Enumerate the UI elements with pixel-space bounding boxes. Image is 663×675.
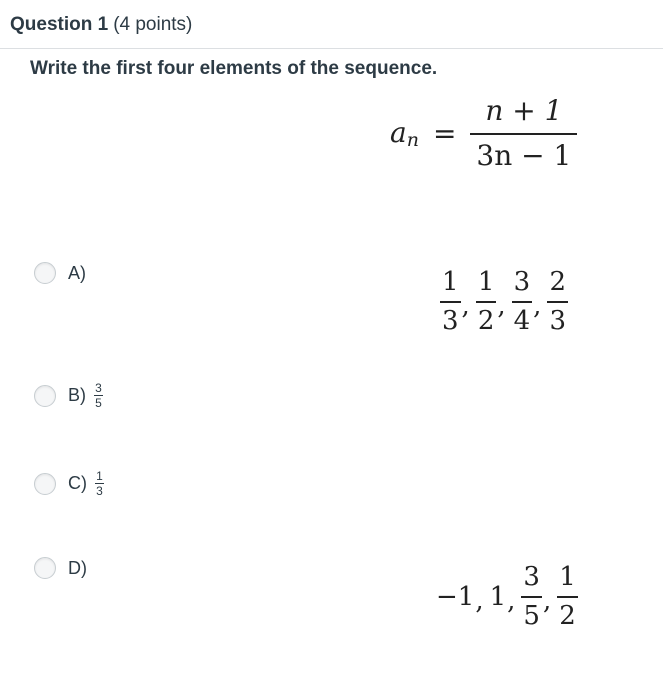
answer-comma: , xyxy=(542,585,552,616)
question-prompt: Write the first four elements of the sequence. xyxy=(30,58,438,79)
option-d-answer xyxy=(436,563,578,630)
option-a-frac-2 xyxy=(476,268,497,335)
option-a-frac-1 xyxy=(440,268,461,335)
option-a-label: A) xyxy=(68,262,86,283)
option-a[interactable] xyxy=(34,262,86,284)
sequence-formula xyxy=(390,96,577,172)
formula-subscript: n xyxy=(406,129,419,152)
option-d-frac-2 xyxy=(557,563,578,630)
frac-numerator: 1 xyxy=(96,469,103,483)
question-title xyxy=(10,14,192,36)
answer-comma: , xyxy=(497,290,506,321)
answer-term: −1 xyxy=(436,581,475,612)
option-a-frac-3 xyxy=(512,268,533,335)
frac-denominator: 3 xyxy=(549,305,566,336)
option-a-answer xyxy=(440,268,568,335)
answer-comma: , xyxy=(533,290,542,321)
formula-fraction xyxy=(470,96,577,172)
frac-numerator: 1 xyxy=(477,267,495,297)
option-c-label: C) xyxy=(68,473,87,493)
option-d-frac-1 xyxy=(521,563,542,630)
option-d-radio[interactable] xyxy=(34,557,56,579)
question-number: Question 1 xyxy=(10,14,109,35)
option-b[interactable] xyxy=(34,382,103,409)
option-b-fraction xyxy=(94,382,103,409)
frac-denominator: 5 xyxy=(523,600,540,631)
formula-numerator: n + 1 xyxy=(485,94,563,127)
frac-numerator: 3 xyxy=(523,562,540,592)
option-c-fraction xyxy=(95,470,104,497)
answer-term: 1 xyxy=(489,581,507,612)
frac-denominator: 3 xyxy=(96,484,103,498)
question-points: (4 points) xyxy=(113,14,193,35)
formula-lhs xyxy=(390,116,419,151)
question-header xyxy=(0,0,663,49)
frac-denominator: 5 xyxy=(95,396,102,410)
frac-numerator: 3 xyxy=(513,267,531,297)
option-d-label: D) xyxy=(68,557,87,578)
answer-comma: , xyxy=(507,585,516,616)
frac-numerator: 1 xyxy=(559,562,576,592)
answer-comma: , xyxy=(461,290,470,321)
frac-denominator: 4 xyxy=(513,305,531,336)
option-a-frac-4 xyxy=(547,268,568,335)
answer-comma: , xyxy=(475,585,484,616)
frac-denominator: 2 xyxy=(477,305,495,336)
option-b-label: B) xyxy=(68,385,86,405)
option-a-radio[interactable] xyxy=(34,262,56,284)
frac-denominator: 3 xyxy=(442,305,459,336)
option-c-radio[interactable] xyxy=(34,473,56,495)
frac-denominator: 2 xyxy=(559,600,576,631)
formula-equals: = xyxy=(432,117,457,151)
frac-numerator: 2 xyxy=(549,267,566,297)
formula-var: a xyxy=(390,116,407,150)
frac-numerator: 1 xyxy=(442,267,459,297)
option-d[interactable] xyxy=(34,557,87,579)
formula-denominator: 3n − 1 xyxy=(476,138,572,172)
option-b-radio[interactable] xyxy=(34,385,56,407)
frac-numerator: 3 xyxy=(95,381,102,395)
option-c[interactable] xyxy=(34,470,104,497)
